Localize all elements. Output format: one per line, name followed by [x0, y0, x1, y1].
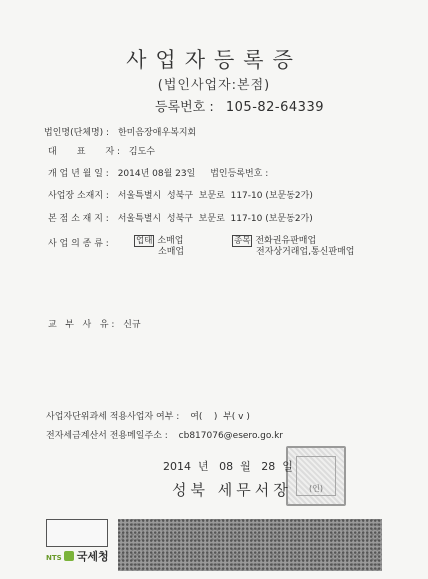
business-type-item-1: 소매업 [157, 236, 184, 246]
document-subtitle: (법인사업자:본점) [157, 78, 271, 93]
representative-label: 대 표 자 : [48, 147, 121, 157]
business-item-box: 종목 [234, 236, 251, 246]
nts-logo-icon [64, 551, 74, 561]
tax-unit-value: 여( ) 부( v ) [190, 412, 250, 422]
corp-name-value: 한미음장애우복지회 [117, 128, 197, 138]
email-row [46, 428, 283, 441]
business-type-column [134, 235, 184, 258]
representative-row [48, 144, 155, 157]
official-seal [286, 446, 346, 506]
business-item-1: 전화권유판매업 [255, 236, 317, 246]
open-date-row [48, 166, 268, 179]
hq-address-value: 서울특별시 성북구 보문로 117-10 (보문동2가) [117, 214, 313, 224]
hq-address-row [48, 211, 313, 224]
tax-office-name: 성북 세무서장 [172, 481, 292, 499]
issue-reason-value: 신규 [123, 320, 141, 330]
issue-reason-label: 교 부 사 유 : [48, 320, 115, 330]
issue-reason-row [48, 317, 141, 330]
tax-unit-label: 사업자단위과세 적용사업자 여부 : [46, 412, 180, 422]
issue-date: 2014 년 08 월 28 일 [163, 460, 293, 473]
business-type-label-row [48, 236, 109, 249]
corp-name-row [44, 125, 196, 138]
logo-abbrev: NTS [46, 554, 62, 562]
seal-mark: (인) [309, 484, 323, 493]
email-label: 전자세금계산서 전용메일주소 : [46, 431, 168, 441]
open-date-label: 개 업 년 월 일 : [48, 169, 109, 179]
business-type-box: 업태 [136, 236, 153, 246]
address-value: 서울특별시 성북구 보문로 117-10 (보문동2가) [117, 191, 313, 201]
tax-unit-row [46, 409, 250, 422]
hq-address-label: 본 점 소 재 지 : [48, 214, 109, 224]
security-barcode [118, 519, 382, 571]
business-item-column [232, 235, 355, 258]
open-date-value: 2014년 08월 23일 [117, 169, 196, 179]
corp-name-label: 법인명(단체명) : [44, 128, 110, 138]
registration-number-label: 등록번호 : [155, 100, 214, 115]
address-label: 사업장 소재지 : [48, 191, 109, 201]
logo-name: 국세청 [76, 550, 109, 563]
business-type-item-2: 소매업 [158, 247, 185, 257]
nts-logo [46, 548, 109, 564]
business-type-label: 사 업 의 종 류 : [48, 239, 109, 249]
email-value: cb817076@esero.go.kr [178, 431, 283, 441]
representative-value: 김도수 [128, 147, 155, 157]
registration-number-row [155, 96, 324, 115]
registration-number-value: 105-82-64339 [225, 100, 324, 115]
document-title: 사업자등록증 [126, 48, 302, 72]
blank-footer-box [46, 519, 108, 547]
address-row [48, 188, 313, 201]
corp-reg-number-label: 법인등록번호 : [210, 169, 269, 179]
business-item-2: 전자상거래업,통신판매업 [256, 247, 355, 257]
